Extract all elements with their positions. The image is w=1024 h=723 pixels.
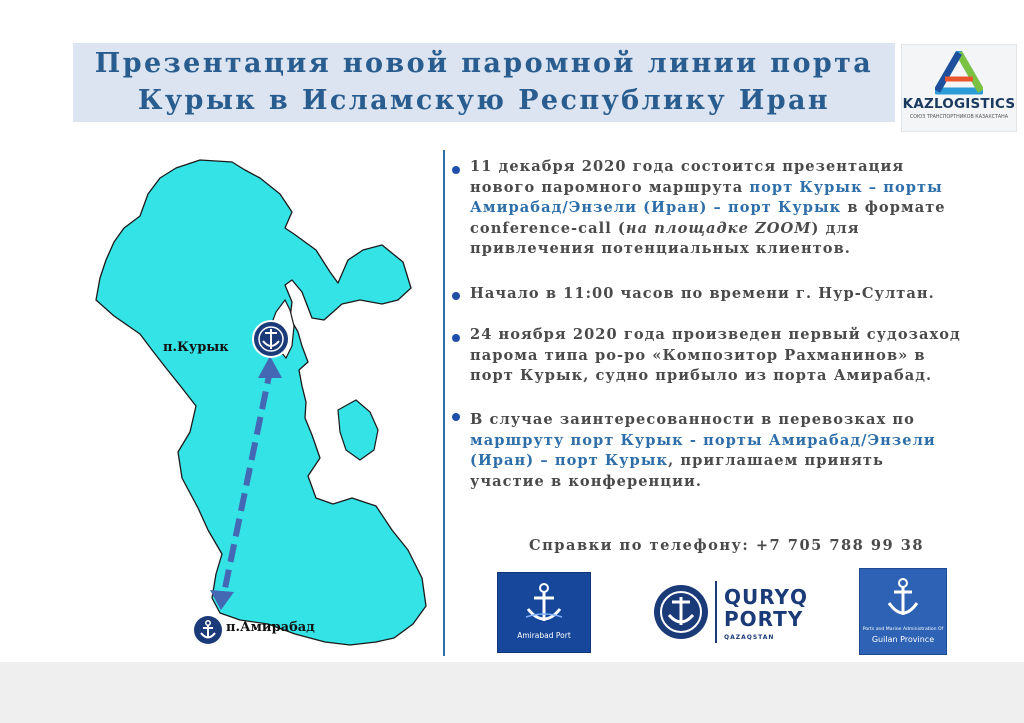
title-line-2: Курык в Исламскую Республику Иран: [137, 85, 831, 116]
kara-bogaz-shape: [338, 400, 378, 460]
paragraph-first-call: [470, 325, 990, 387]
qazaqstan-word: QAZAQSTAN: [724, 634, 775, 641]
caspian-sea-map: [80, 150, 430, 650]
kazlogistics-triangle-icon: [935, 51, 983, 95]
p4-line: , приглашаем принять: [668, 452, 884, 469]
p3-line: 24 ноября 2020 года произведен первый судозаход: [470, 326, 961, 343]
vertical-divider: [443, 150, 445, 656]
paragraph-presentation: [470, 157, 990, 260]
p4-line: В случае заинтересованности в перевозках по: [470, 411, 915, 428]
map-label-amirabad: п.Амирабад: [226, 620, 315, 635]
p3-line: порт Курык, судно прибыло из порта Амирабад.: [470, 367, 933, 384]
p4-line: участие в конференции.: [470, 472, 703, 490]
footer-band: [0, 662, 1024, 723]
porty-word: PORTY: [724, 607, 804, 631]
bullet-icon: [452, 413, 460, 421]
route-highlight: Амирабад/Энзели (Иран) – порт Курык: [470, 199, 842, 216]
route-highlight: порт Курык – порты: [749, 178, 943, 196]
map-label-kuryk: п.Курык: [163, 340, 229, 355]
p1-line: conference-call (: [470, 219, 626, 237]
bullet-icon: [452, 166, 460, 174]
bullet-icon: [452, 334, 460, 342]
guilan-anchor-icon: [886, 577, 920, 621]
amirabad-anchor-icon: [193, 615, 223, 645]
p1-line: 11 декабря 2020 года состоится презентация: [470, 158, 905, 175]
paragraph-invitation: [470, 410, 990, 492]
amirabad-port-logo: [497, 572, 591, 653]
route-highlight: маршруту порт Курык - порты Амирабад/Энзели: [470, 431, 936, 449]
amirabad-logo-caption: Amirabad Port: [517, 631, 571, 640]
quryq-word: QURYQ: [724, 585, 809, 609]
zoom-platform-text: на площадке ZOOM: [625, 219, 812, 237]
p2-line: Начало в 11:00 часов по времени г. Нур-Султан.: [470, 285, 935, 302]
page-title: [73, 45, 895, 119]
amirabad-logo-anchor-icon: [524, 581, 564, 627]
p1-line: ) для: [811, 219, 860, 237]
p1-line: в формате: [841, 199, 946, 216]
kazlogistics-tagline: СОЮЗ ТРАНСПОРТНИКОВ КАЗАХСТАНА: [909, 115, 1009, 120]
kuryk-port-icon: [251, 319, 291, 359]
quryq-porty-logo: [652, 579, 822, 649]
guilan-caption-1: Ports and Marine Administration Of: [862, 627, 944, 632]
p1-line: привлечения потенциальных клиентов.: [470, 240, 851, 257]
title-line-1: Презентация новой паромной линии порта: [94, 48, 874, 79]
bullet-icon: [452, 292, 460, 300]
paragraph-start-time: [470, 284, 990, 305]
kazlogistics-name: KAZLOGISTICS: [902, 96, 1016, 112]
route-highlight: (Иран) – порт Курык: [470, 452, 669, 469]
p3-line: парома типа ро-ро «Композитор Рахманинов» в: [470, 346, 926, 364]
p1-line: нового паромного маршрута: [470, 178, 750, 196]
guilan-caption-2: Guilan Province: [871, 635, 935, 644]
kazlogistics-logo: [901, 44, 1017, 132]
guilan-province-logo: [859, 568, 947, 655]
quryq-divider: [715, 581, 717, 643]
phone-info: Справки по телефону: +7 705 788 99 38: [529, 537, 925, 554]
quryq-emblem-icon: [652, 583, 710, 641]
